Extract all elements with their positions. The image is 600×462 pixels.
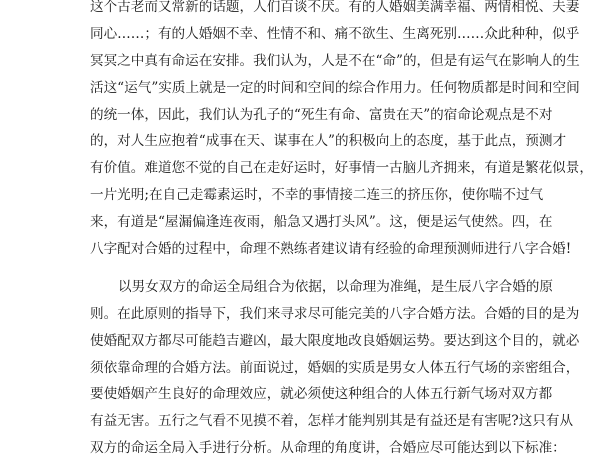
text-line: 的，对人生应抱着“成事在天、谋事在人”的积极向上的态度，基于此点，预测才 bbox=[90, 133, 567, 150]
article-body bbox=[90, 0, 593, 462]
text-line: 这个古老而又常新的话题，人们百谈不厌。有的人婚姻美满幸福、两情相悦、夫妻 bbox=[90, 0, 580, 15]
text-line: 使婚配双方都尽可能趋吉避凶，最大限度地改良婚姻运势。要达到这个目的，就必 bbox=[90, 332, 580, 349]
text-line: 双方的命运全局入手进行分析。从命理的角度讲，合婚应尽可能达到以下标准： bbox=[90, 440, 566, 457]
text-line: 要使婚姻产生良好的命理效应，就必须使这种组合的人体五行新气场对双方都 bbox=[90, 386, 553, 403]
text-line: 来，有道是“屋漏偏逢连夜雨，船急又遇打头风”。这，便是运气使然。四，在 bbox=[90, 214, 553, 231]
text-line: 则。在此原则的指导下，我们来寻求尽可能完美的八字合婚方法。合婚的目的是为 bbox=[90, 305, 580, 322]
text-line: 有益无害。五行之气看不见摸不着，怎样才能判别其是有益还是有害呢?这只有从 bbox=[90, 413, 574, 430]
text-line: 有价值。难道您不觉的自己在走好运时，好事情一古脑儿齐拥来，有道是繁花似景， bbox=[90, 160, 593, 177]
text-line: 须依靠命理的合婚方法。前面说过，婚姻的实质是男女人体五行气场的亲密组合， bbox=[90, 359, 580, 376]
text-line: 以男女双方的命运全局组合为依据，以命理为准绳，是生辰八字合婚的原 bbox=[118, 278, 553, 295]
text-line: 冥冥之中真有命运在安排。我们认为，人是不在“命”的，但是有运气在影响人的生 bbox=[90, 52, 580, 69]
paragraph-2 bbox=[90, 274, 580, 462]
text-line: 一片光明;在自己走霉素运时，不幸的事情接二连三的挤压你，使你喘不过气 bbox=[90, 187, 544, 204]
paragraph-spacer bbox=[90, 263, 518, 274]
text-line: 活这“运气”实质上就是一定的时间和空间的综合作用力。任何物质都是时间和空间 bbox=[90, 79, 580, 96]
text-line: 同心……；有的人婚姻不幸、性情不和、痛不欲生、生离死别……众此种种，似乎 bbox=[90, 25, 580, 42]
text-line: 的统一体，因此，我们认为孔子的“死生有命、富贵在天”的宿命论观点是不对 bbox=[90, 106, 553, 123]
paragraph-1 bbox=[90, 0, 593, 263]
text-line: 八字配对合婚的过程中，命理不熟练者建议请有经验的命理预测师进行八字合婚! bbox=[90, 241, 572, 258]
